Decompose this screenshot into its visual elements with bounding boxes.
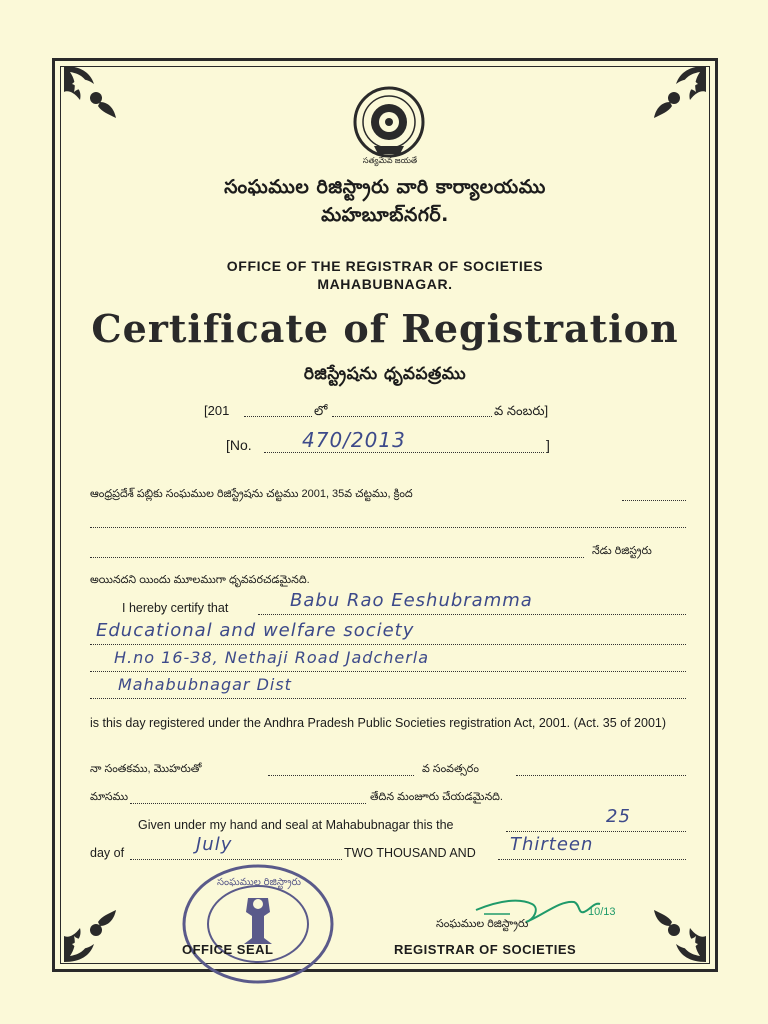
dotted-line (622, 500, 686, 501)
day-value: 25 (606, 806, 631, 827)
two-thousand-label: TWO THOUSAND AND (344, 846, 476, 860)
office-title: OFFICE OF THE REGISTRAR OF SOCIETIES (226, 258, 544, 274)
telugu-date-label: తేదిన మంజూరు చేయడమైనది. (370, 791, 503, 803)
telugu-subtitle: రిజిస్ట్రేషను ధృవపత్రము (303, 364, 467, 384)
corner-ornament-icon (60, 62, 122, 124)
no-prefix: [No. (226, 437, 252, 453)
dotted-line (90, 671, 686, 672)
dotted-line (130, 803, 366, 804)
dotted-line (244, 416, 312, 417)
certificate-title: Certificate of Registration (91, 306, 679, 351)
dotted-line (516, 775, 686, 776)
month-value: July (196, 834, 233, 855)
year-value: Thirteen (510, 834, 594, 855)
dotted-line (130, 859, 342, 860)
telugu-place: మహబూబ్‌నగర్. (321, 204, 449, 226)
telugu-month-label: మాసము (90, 791, 128, 803)
telugu-number-prefix: [201 (204, 403, 230, 418)
no-suffix: ] (546, 437, 550, 453)
dotted-line (90, 644, 686, 645)
telugu-lo: లో (314, 403, 328, 418)
registration-number: 470/2013 (302, 428, 406, 452)
registered-act-text: is this day registered under the Andhra Pradesh Public Societies registration Act, 2001. (Act. 35 of 2001) (90, 716, 667, 730)
certify-label: I hereby certify that (122, 601, 229, 615)
dotted-line (268, 775, 414, 776)
society-name-line1: Babu Rao Eeshubramma (290, 590, 533, 611)
seal-text: సంఘముల రిజిస్ట్రారు (217, 877, 301, 888)
telugu-office-title: సంఘముల రిజిస్ట్రారు వారి కార్యాలయము (224, 176, 546, 198)
office-place: MAHABUBNAGAR. (317, 276, 453, 292)
corner-ornament-icon (60, 904, 122, 966)
corner-ornament-icon (648, 62, 710, 124)
dotted-line (506, 831, 686, 832)
society-address: H.no 16-38, Nethaji Road Jadcherla (114, 648, 430, 667)
dotted-line (264, 452, 544, 453)
dotted-line (90, 557, 584, 558)
registrar-label: REGISTRAR OF SOCIETIES (394, 942, 577, 957)
telugu-registrar-label: సంఘముల రిజిస్ట్రారు (436, 918, 529, 930)
telugu-act-text: ఆంధ్రప్రదేశ్ పబ్లికు సంఘముల రిజిస్ట్రేషను చట్టము 2001, 35వ చట్టము, క్రింద (90, 488, 413, 500)
telugu-sign-label: నా సంతకము, మొహరుతో (90, 763, 202, 775)
dotted-line (332, 416, 492, 417)
emblem-motto: సత్యమేవ జయతే (362, 156, 418, 165)
telugu-nedu: నేడు రిజిస్ట్రరు (592, 545, 652, 557)
office-seal-label: OFFICE SEAL (182, 942, 274, 957)
day-of-label: day of (90, 846, 125, 860)
telugu-number-suffix: వ నంబరు] (494, 403, 549, 418)
signature-date: 10/13 (588, 906, 616, 918)
dotted-line (498, 859, 686, 860)
corner-ornament-icon (648, 904, 710, 966)
dotted-line (90, 527, 686, 528)
telugu-confirm-text: అయినదని యిందు మూలముగా ధృవపరచడమైనది. (90, 574, 310, 586)
telugu-year-label: వ సంవత్సరం (422, 763, 479, 775)
dotted-line (258, 614, 686, 615)
dotted-line (90, 698, 686, 699)
given-text: Given under my hand and seal at Mahabubnagar this the (138, 818, 454, 832)
society-name-line2: Educational and welfare society (96, 620, 415, 641)
society-district: Mahabubnagar Dist (118, 675, 292, 694)
